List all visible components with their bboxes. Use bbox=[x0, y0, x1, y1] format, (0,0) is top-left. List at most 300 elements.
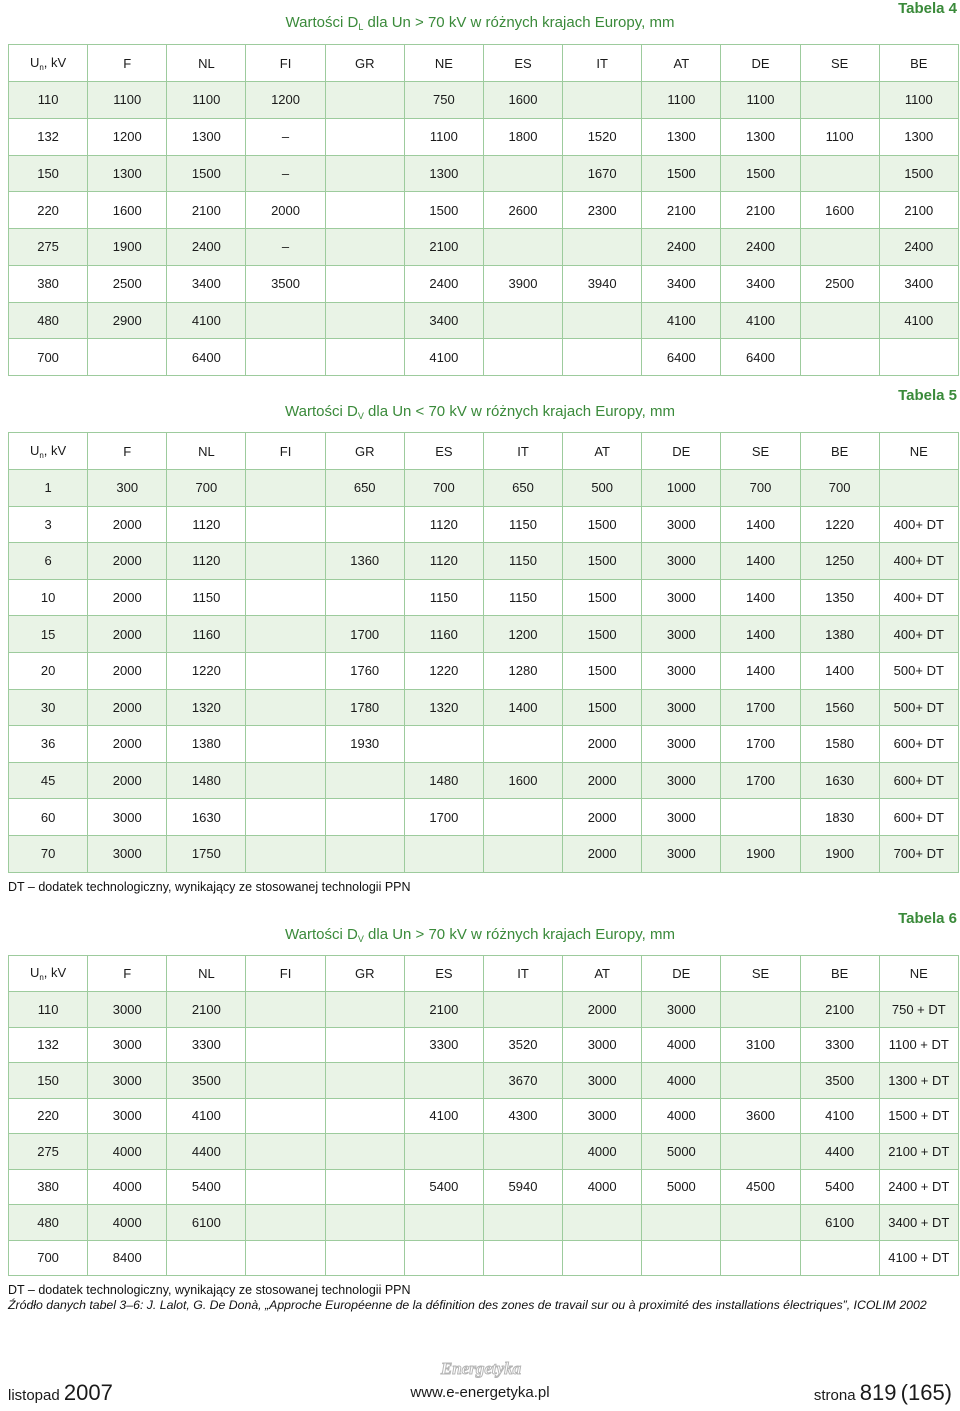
value-cell: 2000 bbox=[563, 726, 642, 763]
value-cell bbox=[246, 579, 325, 616]
value-cell: 3000 bbox=[563, 1063, 642, 1099]
value-cell: 3520 bbox=[483, 1027, 562, 1063]
table-row bbox=[9, 689, 959, 726]
value-cell: 1300 bbox=[88, 155, 167, 192]
value-cell: 2400 bbox=[879, 229, 958, 266]
value-cell bbox=[483, 726, 562, 763]
value-cell: 1500 + DT bbox=[879, 1098, 958, 1134]
value-cell: 1150 bbox=[167, 579, 246, 616]
value-cell: 2000 bbox=[563, 762, 642, 799]
table-row bbox=[9, 1134, 959, 1170]
value-cell: 4100 bbox=[404, 339, 483, 376]
value-cell: 750 + DT bbox=[879, 992, 958, 1028]
voltage-cell: 275 bbox=[9, 1134, 88, 1170]
value-cell bbox=[246, 1098, 325, 1134]
value-cell: 1300 + DT bbox=[879, 1063, 958, 1099]
voltage-cell: 380 bbox=[9, 1169, 88, 1205]
value-cell: 3940 bbox=[563, 265, 642, 302]
table-row bbox=[9, 1169, 959, 1205]
value-cell bbox=[246, 506, 325, 543]
value-cell: 3300 bbox=[404, 1027, 483, 1063]
value-cell: 1600 bbox=[483, 762, 562, 799]
value-cell bbox=[246, 302, 325, 339]
value-cell bbox=[879, 470, 958, 507]
value-cell: 1600 bbox=[88, 192, 167, 229]
value-cell bbox=[483, 155, 562, 192]
value-cell: 3000 bbox=[88, 1063, 167, 1099]
value-cell: 1360 bbox=[325, 543, 404, 580]
value-cell bbox=[246, 470, 325, 507]
value-cell bbox=[246, 1205, 325, 1241]
value-cell: 1300 bbox=[721, 118, 800, 155]
value-cell: 1500 bbox=[879, 155, 958, 192]
column-header-ne: NE bbox=[879, 433, 958, 470]
table-row bbox=[9, 470, 959, 507]
value-cell bbox=[325, 82, 404, 119]
value-cell: 3000 bbox=[88, 1098, 167, 1134]
column-header-se: SE bbox=[721, 956, 800, 992]
value-cell: 700 bbox=[800, 470, 879, 507]
table6 bbox=[8, 955, 959, 1276]
value-cell bbox=[800, 339, 879, 376]
column-header-un: $U_n$, kV bbox=[9, 956, 88, 992]
value-cell: 2100 bbox=[404, 992, 483, 1028]
value-cell: 2000 bbox=[88, 616, 167, 653]
value-cell: 2100 bbox=[167, 992, 246, 1028]
column-header-at: AT bbox=[642, 45, 721, 82]
value-cell: 1160 bbox=[404, 616, 483, 653]
value-cell bbox=[483, 339, 562, 376]
value-cell: 2000 bbox=[88, 726, 167, 763]
value-cell bbox=[325, 1027, 404, 1063]
value-cell: 4000 bbox=[642, 1098, 721, 1134]
value-cell bbox=[246, 835, 325, 872]
column-header-ne: NE bbox=[404, 45, 483, 82]
voltage-cell: 132 bbox=[9, 1027, 88, 1063]
value-cell bbox=[246, 652, 325, 689]
column-header-ne: NE bbox=[879, 956, 958, 992]
value-cell: 1320 bbox=[404, 689, 483, 726]
page-footer bbox=[0, 1380, 960, 1410]
value-cell: – bbox=[246, 229, 325, 266]
value-cell: 2000 bbox=[246, 192, 325, 229]
value-cell bbox=[325, 192, 404, 229]
value-cell: 3000 bbox=[88, 992, 167, 1028]
value-cell: 2500 bbox=[800, 265, 879, 302]
value-cell: 1100 bbox=[879, 82, 958, 119]
value-cell: 1200 bbox=[246, 82, 325, 119]
value-cell: 3500 bbox=[246, 265, 325, 302]
value-cell: 1400 bbox=[800, 652, 879, 689]
value-cell: 2600 bbox=[483, 192, 562, 229]
column-header-fi: FI bbox=[246, 433, 325, 470]
value-cell: 2000 bbox=[88, 689, 167, 726]
header-row bbox=[9, 433, 959, 470]
value-cell: 3000 bbox=[563, 1027, 642, 1063]
value-cell: 400+ DT bbox=[879, 543, 958, 580]
column-header-de: DE bbox=[642, 433, 721, 470]
voltage-cell: 132 bbox=[9, 118, 88, 155]
value-cell: 1300 bbox=[404, 155, 483, 192]
value-cell: 4100 bbox=[167, 302, 246, 339]
column-header-nl: NL bbox=[167, 45, 246, 82]
table4 bbox=[8, 44, 959, 376]
column-header-se: SE bbox=[721, 433, 800, 470]
value-cell: 4000 bbox=[88, 1169, 167, 1205]
value-cell bbox=[325, 155, 404, 192]
value-cell: 3000 bbox=[642, 762, 721, 799]
voltage-cell: 1 bbox=[9, 470, 88, 507]
voltage-cell: 480 bbox=[9, 1205, 88, 1241]
value-cell: 1120 bbox=[404, 543, 483, 580]
voltage-cell: 15 bbox=[9, 616, 88, 653]
value-cell: 2000 bbox=[88, 652, 167, 689]
value-cell: 1220 bbox=[167, 652, 246, 689]
value-cell: 2400 bbox=[404, 265, 483, 302]
value-cell: 400+ DT bbox=[879, 616, 958, 653]
value-cell: 1400 bbox=[721, 506, 800, 543]
value-cell: 1400 bbox=[483, 689, 562, 726]
table-row bbox=[9, 506, 959, 543]
value-cell: 2300 bbox=[563, 192, 642, 229]
table-row bbox=[9, 616, 959, 653]
value-cell: 6100 bbox=[167, 1205, 246, 1241]
value-cell: 1000 bbox=[642, 470, 721, 507]
value-cell: 4100 + DT bbox=[879, 1240, 958, 1276]
value-cell bbox=[563, 1240, 642, 1276]
value-cell: 4100 bbox=[642, 302, 721, 339]
value-cell: 3000 bbox=[642, 506, 721, 543]
value-cell: 1400 bbox=[721, 652, 800, 689]
value-cell bbox=[563, 229, 642, 266]
value-cell bbox=[483, 229, 562, 266]
value-cell: 2400 bbox=[721, 229, 800, 266]
value-cell bbox=[404, 1205, 483, 1241]
value-cell bbox=[246, 726, 325, 763]
value-cell bbox=[483, 302, 562, 339]
value-cell: 1700 bbox=[721, 689, 800, 726]
value-cell: 4400 bbox=[167, 1134, 246, 1170]
value-cell bbox=[563, 1205, 642, 1241]
value-cell: 1700 bbox=[721, 726, 800, 763]
value-cell bbox=[800, 82, 879, 119]
column-header-fi: FI bbox=[246, 45, 325, 82]
table-row bbox=[9, 118, 959, 155]
value-cell: 4000 bbox=[563, 1169, 642, 1205]
value-cell: 1930 bbox=[325, 726, 404, 763]
value-cell: 700 bbox=[404, 470, 483, 507]
value-cell bbox=[800, 229, 879, 266]
voltage-cell: 45 bbox=[9, 762, 88, 799]
value-cell bbox=[563, 82, 642, 119]
value-cell: 650 bbox=[483, 470, 562, 507]
voltage-cell: 150 bbox=[9, 155, 88, 192]
value-cell: 4100 bbox=[800, 1098, 879, 1134]
table-row bbox=[9, 229, 959, 266]
value-cell: 4300 bbox=[483, 1098, 562, 1134]
value-cell: 3500 bbox=[800, 1063, 879, 1099]
value-cell: 1100 bbox=[167, 82, 246, 119]
voltage-cell: 220 bbox=[9, 1098, 88, 1134]
value-cell: 1500 bbox=[404, 192, 483, 229]
value-cell: 3000 bbox=[88, 1027, 167, 1063]
value-cell bbox=[246, 799, 325, 836]
value-cell: 1500 bbox=[563, 652, 642, 689]
value-cell: 1500 bbox=[563, 543, 642, 580]
value-cell: 1280 bbox=[483, 652, 562, 689]
voltage-cell: 220 bbox=[9, 192, 88, 229]
value-cell: 8400 bbox=[88, 1240, 167, 1276]
value-cell: 600+ DT bbox=[879, 762, 958, 799]
value-cell: 1120 bbox=[167, 506, 246, 543]
value-cell: 6100 bbox=[800, 1205, 879, 1241]
value-cell: 4400 bbox=[800, 1134, 879, 1170]
table-row bbox=[9, 265, 959, 302]
value-cell: 2400 + DT bbox=[879, 1169, 958, 1205]
value-cell: 3600 bbox=[721, 1098, 800, 1134]
value-cell: 400+ DT bbox=[879, 579, 958, 616]
value-cell: 1150 bbox=[404, 579, 483, 616]
value-cell: 3000 bbox=[642, 652, 721, 689]
value-cell: 1900 bbox=[88, 229, 167, 266]
value-cell: 500+ DT bbox=[879, 689, 958, 726]
header-row bbox=[9, 956, 959, 992]
value-cell: 1400 bbox=[721, 616, 800, 653]
value-cell bbox=[167, 1240, 246, 1276]
value-cell: 6400 bbox=[721, 339, 800, 376]
column-header-at: AT bbox=[563, 956, 642, 992]
value-cell bbox=[483, 992, 562, 1028]
value-cell bbox=[246, 1169, 325, 1205]
issue-date: listopad 2007 bbox=[8, 1380, 113, 1405]
table4-label: Tabela 4 bbox=[898, 0, 957, 17]
voltage-cell: 20 bbox=[9, 652, 88, 689]
voltage-cell: 380 bbox=[9, 265, 88, 302]
value-cell: 1150 bbox=[483, 579, 562, 616]
value-cell: 1630 bbox=[167, 799, 246, 836]
value-cell: 1100 bbox=[404, 118, 483, 155]
value-cell: 1350 bbox=[800, 579, 879, 616]
value-cell bbox=[721, 1063, 800, 1099]
value-cell bbox=[246, 1027, 325, 1063]
value-cell bbox=[246, 1240, 325, 1276]
value-cell: 5000 bbox=[642, 1134, 721, 1170]
value-cell: 2100 + DT bbox=[879, 1134, 958, 1170]
table-row bbox=[9, 543, 959, 580]
value-cell: 1520 bbox=[563, 118, 642, 155]
table-row bbox=[9, 155, 959, 192]
value-cell: 3300 bbox=[800, 1027, 879, 1063]
value-cell bbox=[721, 1240, 800, 1276]
value-cell: 1700 bbox=[721, 762, 800, 799]
value-cell bbox=[325, 1169, 404, 1205]
voltage-cell: 150 bbox=[9, 1063, 88, 1099]
value-cell bbox=[325, 579, 404, 616]
value-cell: 1100 bbox=[88, 82, 167, 119]
value-cell bbox=[246, 616, 325, 653]
value-cell bbox=[325, 229, 404, 266]
value-cell: 4100 bbox=[721, 302, 800, 339]
value-cell bbox=[246, 762, 325, 799]
value-cell bbox=[325, 1240, 404, 1276]
value-cell: 1400 bbox=[721, 543, 800, 580]
column-header-be: BE bbox=[879, 45, 958, 82]
table-row bbox=[9, 762, 959, 799]
value-cell: 2400 bbox=[642, 229, 721, 266]
value-cell bbox=[721, 1205, 800, 1241]
value-cell: 1200 bbox=[483, 616, 562, 653]
value-cell: 5400 bbox=[167, 1169, 246, 1205]
value-cell: 3000 bbox=[642, 543, 721, 580]
value-cell: – bbox=[246, 155, 325, 192]
value-cell: 400+ DT bbox=[879, 506, 958, 543]
value-cell: 1150 bbox=[483, 543, 562, 580]
value-cell bbox=[642, 1205, 721, 1241]
value-cell: 3000 bbox=[88, 835, 167, 872]
value-cell: 1600 bbox=[483, 82, 562, 119]
voltage-cell: 700 bbox=[9, 339, 88, 376]
value-cell bbox=[483, 1134, 562, 1170]
value-cell: 4000 bbox=[563, 1134, 642, 1170]
value-cell: 3100 bbox=[721, 1027, 800, 1063]
value-cell: 1700 bbox=[325, 616, 404, 653]
table5-label: Tabela 5 bbox=[898, 387, 957, 404]
value-cell: 1100 bbox=[642, 82, 721, 119]
value-cell bbox=[325, 799, 404, 836]
column-header-f: F bbox=[88, 45, 167, 82]
value-cell: 1220 bbox=[800, 506, 879, 543]
value-cell: 1160 bbox=[167, 616, 246, 653]
value-cell: 1600 bbox=[800, 192, 879, 229]
source-note: Źródło danych tabel 3–6: J. Lalot, G. De Donà, „Approche Européenne de la définition des zones de travail sur ou à proximité des installations électriques”, ICOLIM 2002 bbox=[8, 1298, 927, 1312]
table5-title: Wartości $D_V$ dla Un < 70 kV w różnych krajach Europy, mm bbox=[285, 403, 675, 421]
value-cell: 4100 bbox=[167, 1098, 246, 1134]
value-cell bbox=[246, 1063, 325, 1099]
logo-text: Energetyka bbox=[440, 1359, 522, 1378]
table-row bbox=[9, 82, 959, 119]
value-cell: 1120 bbox=[167, 543, 246, 580]
value-cell: 4100 bbox=[879, 302, 958, 339]
table-row bbox=[9, 1027, 959, 1063]
value-cell: 3000 bbox=[642, 689, 721, 726]
value-cell: 3000 bbox=[642, 835, 721, 872]
table4-title: Wartości $D_L$ dla Un > 70 kV w różnych krajach Europy, mm bbox=[285, 14, 675, 32]
voltage-cell: 480 bbox=[9, 302, 88, 339]
value-cell: 3300 bbox=[167, 1027, 246, 1063]
value-cell bbox=[721, 799, 800, 836]
value-cell bbox=[325, 1134, 404, 1170]
value-cell bbox=[325, 992, 404, 1028]
column-header-be: BE bbox=[800, 956, 879, 992]
value-cell: 700 bbox=[167, 470, 246, 507]
voltage-cell: 10 bbox=[9, 579, 88, 616]
value-cell: 4100 bbox=[404, 1098, 483, 1134]
table5-note: DT – dodatek technologiczny, wynikający ze stosowanej technologii PPN bbox=[8, 880, 411, 894]
value-cell: 2500 bbox=[88, 265, 167, 302]
value-cell: 3400 bbox=[167, 265, 246, 302]
value-cell: 1560 bbox=[800, 689, 879, 726]
value-cell bbox=[404, 1240, 483, 1276]
column-header-es: ES bbox=[404, 433, 483, 470]
value-cell: 1100 bbox=[800, 118, 879, 155]
value-cell: 4500 bbox=[721, 1169, 800, 1205]
value-cell: 2000 bbox=[563, 799, 642, 836]
table-row bbox=[9, 1205, 959, 1241]
value-cell bbox=[800, 155, 879, 192]
website-link[interactable]: www.e-energetyka.pl bbox=[410, 1384, 550, 1401]
value-cell: 1630 bbox=[800, 762, 879, 799]
value-cell: 5400 bbox=[404, 1169, 483, 1205]
column-header-nl: NL bbox=[167, 956, 246, 992]
value-cell: 1100 bbox=[721, 82, 800, 119]
column-header-es: ES bbox=[483, 45, 562, 82]
value-cell bbox=[325, 265, 404, 302]
voltage-cell: 36 bbox=[9, 726, 88, 763]
table-row bbox=[9, 992, 959, 1028]
value-cell: 2900 bbox=[88, 302, 167, 339]
column-header-at: AT bbox=[563, 433, 642, 470]
value-cell: 750 bbox=[404, 82, 483, 119]
table6-note: DT – dodatek technologiczny, wynikający ze stosowanej technologii PPN bbox=[8, 1283, 411, 1297]
column-header-nl: NL bbox=[167, 433, 246, 470]
value-cell: 3900 bbox=[483, 265, 562, 302]
value-cell bbox=[563, 302, 642, 339]
value-cell: 2100 bbox=[879, 192, 958, 229]
value-cell: 3670 bbox=[483, 1063, 562, 1099]
value-cell: 650 bbox=[325, 470, 404, 507]
value-cell: 2100 bbox=[721, 192, 800, 229]
value-cell bbox=[325, 1063, 404, 1099]
voltage-cell: 6 bbox=[9, 543, 88, 580]
value-cell: 3500 bbox=[167, 1063, 246, 1099]
value-cell: 6400 bbox=[167, 339, 246, 376]
value-cell: 1300 bbox=[167, 118, 246, 155]
value-cell: 4000 bbox=[88, 1205, 167, 1241]
table-row bbox=[9, 1063, 959, 1099]
value-cell: 4000 bbox=[642, 1027, 721, 1063]
table6-label: Tabela 6 bbox=[898, 910, 957, 927]
voltage-cell: 700 bbox=[9, 1240, 88, 1276]
value-cell bbox=[246, 689, 325, 726]
voltage-cell: 70 bbox=[9, 835, 88, 872]
value-cell: 500+ DT bbox=[879, 652, 958, 689]
value-cell: 1670 bbox=[563, 155, 642, 192]
value-cell: 4000 bbox=[88, 1134, 167, 1170]
table-row bbox=[9, 302, 959, 339]
value-cell: 4000 bbox=[642, 1063, 721, 1099]
value-cell bbox=[246, 339, 325, 376]
value-cell: 1800 bbox=[483, 118, 562, 155]
column-header-it: IT bbox=[563, 45, 642, 82]
column-header-un: $U_n$, kV bbox=[9, 45, 88, 82]
value-cell: 1480 bbox=[404, 762, 483, 799]
value-cell bbox=[721, 992, 800, 1028]
value-cell: 5940 bbox=[483, 1169, 562, 1205]
value-cell: 3000 bbox=[88, 799, 167, 836]
value-cell bbox=[246, 1134, 325, 1170]
value-cell: 5000 bbox=[642, 1169, 721, 1205]
value-cell bbox=[246, 992, 325, 1028]
value-cell: 1320 bbox=[167, 689, 246, 726]
value-cell: 1500 bbox=[563, 506, 642, 543]
value-cell: 1200 bbox=[88, 118, 167, 155]
column-header-f: F bbox=[88, 956, 167, 992]
table-row bbox=[9, 1240, 959, 1276]
value-cell: 700 bbox=[721, 470, 800, 507]
value-cell bbox=[800, 302, 879, 339]
value-cell: 1900 bbox=[721, 835, 800, 872]
value-cell: 2000 bbox=[563, 835, 642, 872]
